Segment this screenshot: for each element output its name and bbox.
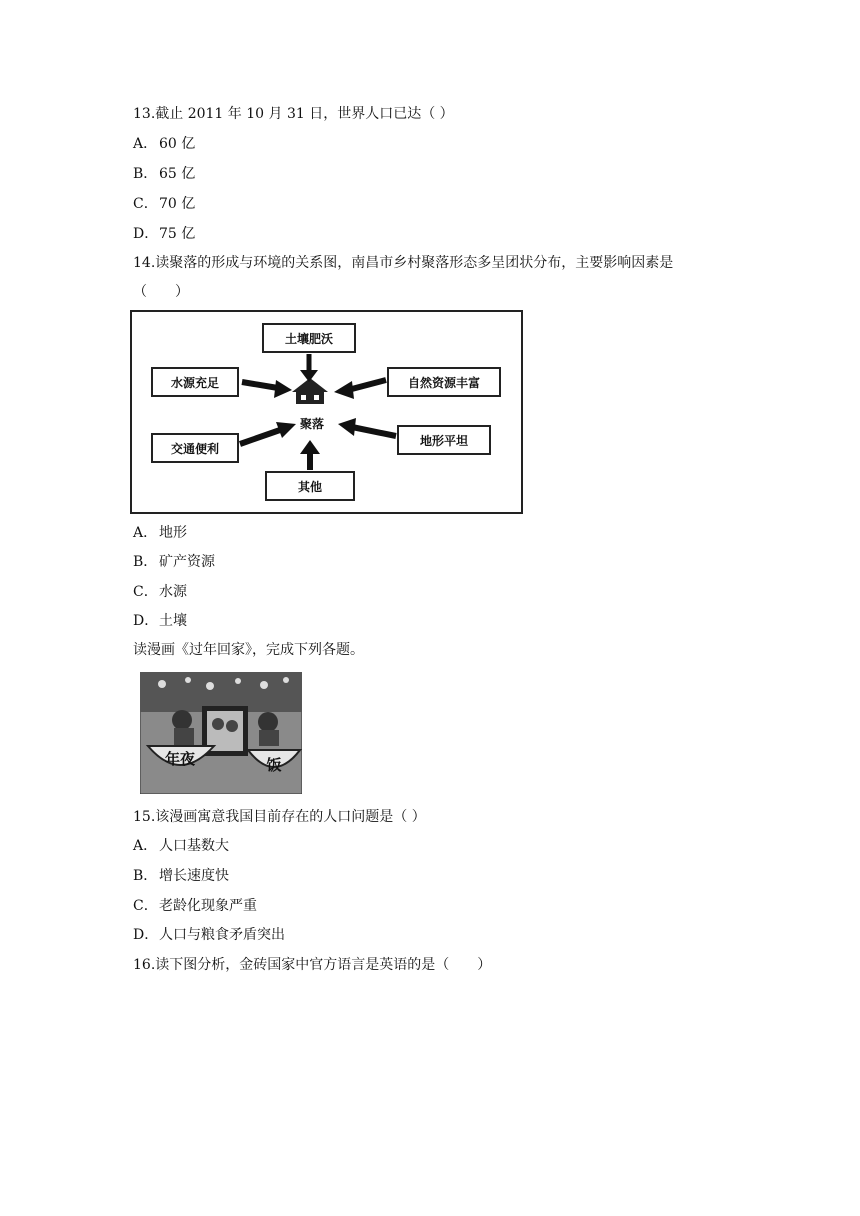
option-text: 人口基数大	[159, 838, 229, 854]
option-letter: B．	[133, 868, 158, 884]
settlement-factors-diagram	[130, 310, 523, 514]
option-text: 地形	[159, 525, 187, 541]
left-bowl-text: 年夜	[164, 750, 196, 768]
q15-option-b	[133, 867, 229, 885]
box-top-label: 土壤肥沃	[284, 332, 334, 346]
q14-option-a	[133, 524, 187, 542]
box-left-lower-label: 交通便利	[170, 442, 220, 456]
option-text: 60 亿	[159, 136, 196, 152]
box-right-lower-label: 地形平坦	[419, 434, 469, 448]
option-letter: C．	[133, 898, 158, 914]
q13-option-c	[133, 195, 195, 213]
option-letter: D．	[133, 226, 159, 242]
option-letter: A．	[133, 525, 158, 541]
q13-option-a	[133, 135, 195, 153]
q15-stem: 15.该漫画寓意我国目前存在的人口问题是（ ）	[133, 809, 426, 825]
left-figure	[172, 710, 194, 746]
option-letter: D．	[133, 927, 159, 943]
option-text: 人口与粮食矛盾突出	[159, 927, 285, 943]
cartoon-intro: 读漫画《过年回家》，完成下列各题。	[133, 642, 364, 658]
option-text: 土壤	[159, 613, 187, 629]
option-letter: A．	[133, 838, 158, 854]
option-letter: C．	[133, 196, 158, 212]
option-text: 老龄化现象严重	[159, 898, 257, 914]
option-letter: D．	[133, 613, 159, 629]
box-bottom-label: 其他	[297, 480, 323, 494]
option-text: 水源	[159, 584, 187, 600]
q14-option-d	[133, 612, 187, 630]
q16-stem: 16.读下图分析，金砖国家中官方语言是英语的是（ ）	[133, 957, 492, 973]
option-text: 75 亿	[159, 226, 196, 242]
option-text: 65 亿	[159, 166, 196, 182]
q14-option-c	[133, 583, 187, 601]
q13-option-b	[133, 165, 195, 183]
option-text: 增长速度快	[159, 868, 229, 884]
box-right-upper-label: 自然资源丰富	[407, 376, 481, 390]
cartoon-image	[140, 672, 302, 794]
option-letter: C．	[133, 584, 158, 600]
q13-option-d	[133, 225, 195, 243]
q15-option-d	[133, 926, 285, 944]
option-letter: B．	[133, 166, 158, 182]
q15-option-c	[133, 897, 257, 915]
option-text: 70 亿	[159, 196, 196, 212]
option-text: 矿产资源	[159, 554, 215, 570]
q14-stem-continued: （ ）	[133, 284, 189, 300]
box-left-upper-label: 水源充足	[170, 376, 220, 390]
center-label: 聚落	[299, 417, 325, 431]
q14-stem: 14.读聚落的形成与环境的关系图，南昌市乡村聚落形态多呈团状分布，主要影响因素是	[133, 255, 674, 271]
q14-option-b	[133, 553, 215, 571]
right-bowl-text: 饭	[266, 756, 282, 774]
option-letter: A．	[133, 136, 158, 152]
q13-stem: 13.截止 2011 年 10 月 31 日，世界人口已达（ ）	[133, 106, 454, 122]
q15-option-a	[133, 837, 229, 855]
option-letter: B．	[133, 554, 158, 570]
